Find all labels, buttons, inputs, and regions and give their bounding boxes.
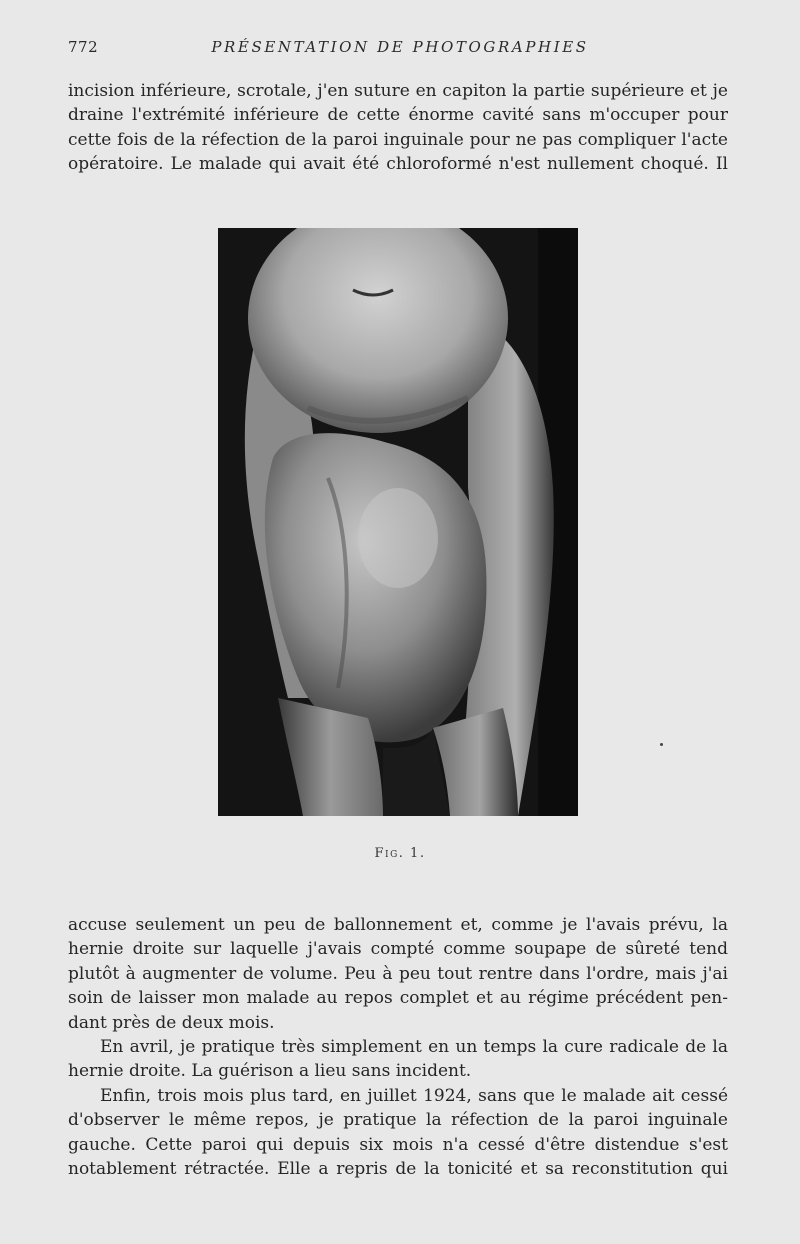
- text-line: Enfin, trois mois plus tard, en juillet 1924, sans que le malade ait cessé: [100, 1086, 728, 1106]
- text-line: gauche. Cette paroi qui depuis six mois n'a cessé d'être distendue s'est: [68, 1134, 728, 1155]
- text-line: plutôt à augmenter de volume. Peu à peu tout rentre dans l'ordre, mais j'ai: [68, 963, 728, 984]
- photograph-image: [218, 228, 578, 816]
- figure-photograph: [218, 228, 578, 816]
- text-line: opératoire. Le malade qui avait été chloroformé n'est nullement choqué. Il: [68, 154, 728, 175]
- text-line: accuse seulement un peu de ballonnement et, comme je l'avais prévu, la: [68, 915, 728, 935]
- text-line: incision inférieure, scrotale, j'en suture en capiton la partie supérieure et je: [68, 81, 728, 101]
- running-head: PRÉSENTATION DE PHOTOGRAPHIES: [211, 38, 589, 56]
- figure-caption: Fig. 1.: [374, 846, 426, 861]
- paragraph-top: [68, 79, 728, 177]
- text-line: hernie droite sur laquelle j'avais compté comme soupape de sûreté tend: [68, 939, 728, 960]
- text-line: hernie droite. La guérison a lieu sans incident.: [68, 1061, 472, 1082]
- text-line: soin de laisser mon malade au repos complet et au régime précédent pen-: [68, 988, 728, 1009]
- text-line: notablement rétractée. Elle a repris de la tonicité et sa reconstitution qui: [68, 1159, 728, 1180]
- text-line: dant près de deux mois.: [68, 1012, 275, 1033]
- text-line: En avril, je pratique très simplement en un temps la cure radicale de la: [100, 1037, 728, 1057]
- text-line: d'observer le même repos, je pratique la réfection de la paroi inguinale: [68, 1110, 728, 1131]
- page-header: [68, 38, 732, 58]
- paragraph-3: [68, 1084, 728, 1182]
- paragraph-2: [68, 1035, 728, 1084]
- print-speck: [660, 743, 663, 746]
- text-line: draine l'extrémité inférieure de cette énorme cavité sans m'occuper pour: [68, 105, 728, 126]
- page-number: 772: [68, 38, 99, 56]
- text-line: cette fois de la réfection de la paroi inguinale pour ne pas compliquer l'acte: [68, 129, 728, 150]
- paragraph-1: [68, 913, 728, 1035]
